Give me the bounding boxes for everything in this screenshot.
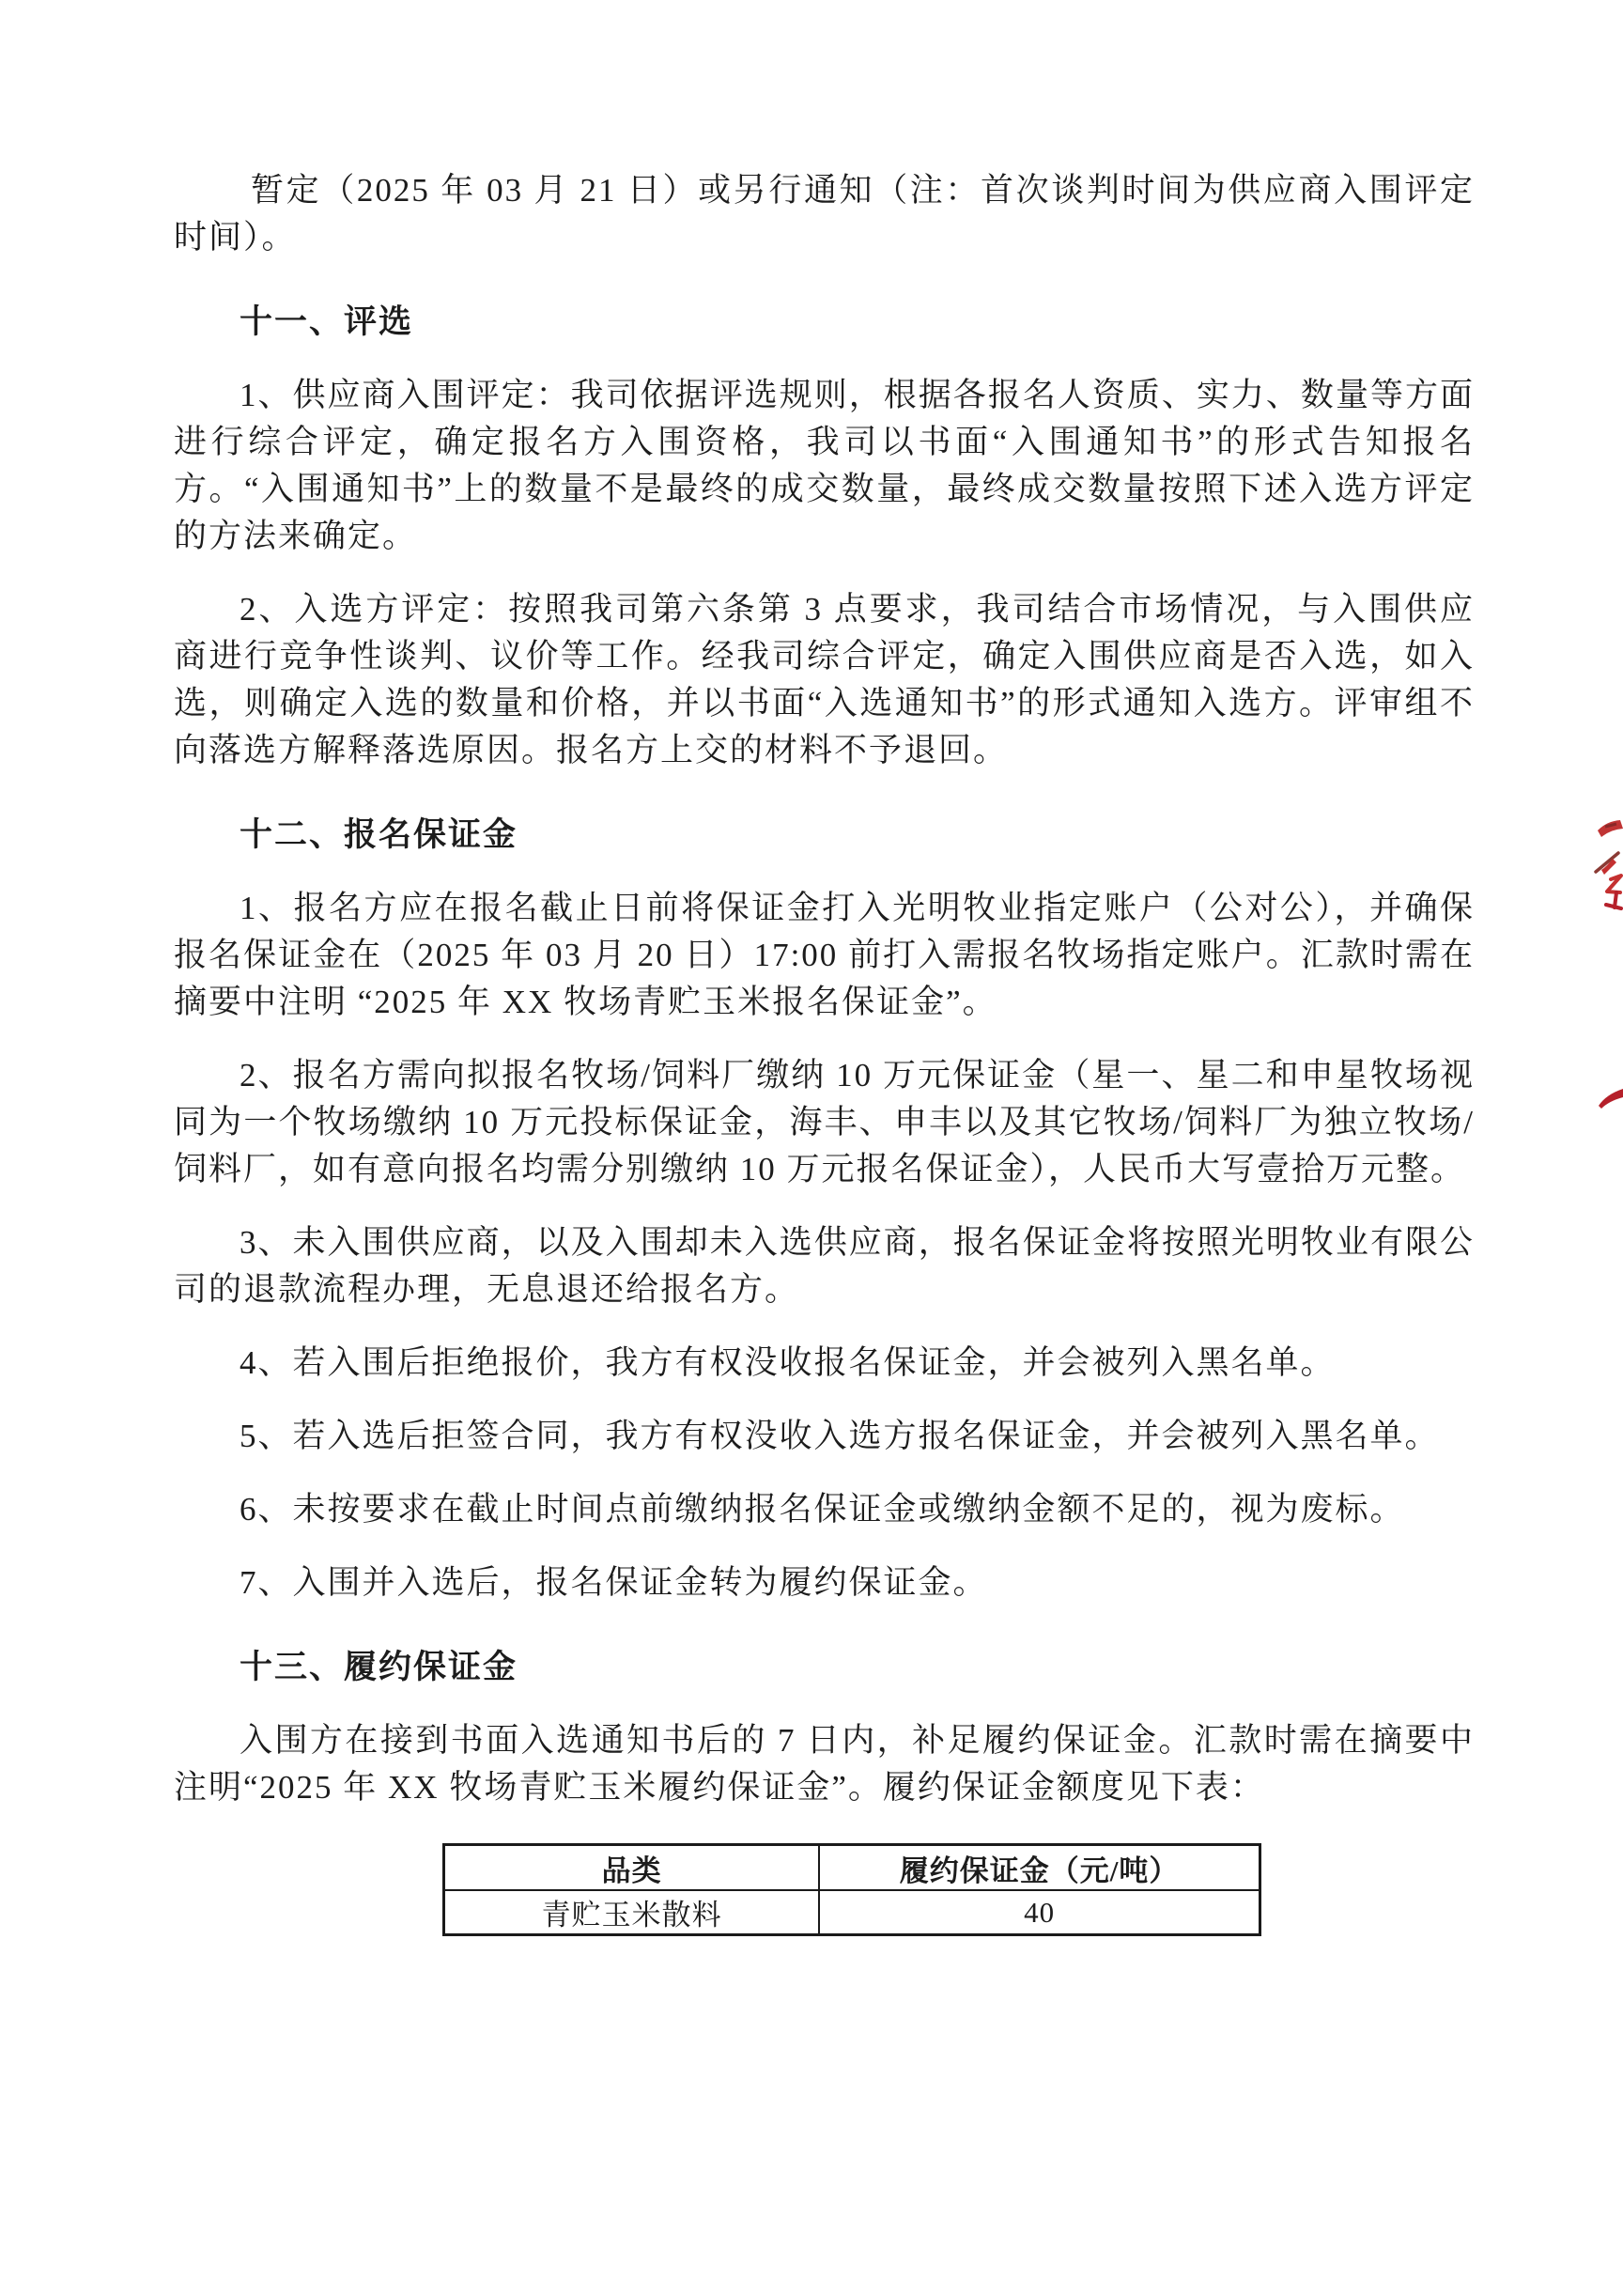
clause-11-2-selection-evaluation: 2、入选方评定：按照我司第六条第 3 点要求，我司结合市场情况，与入围供应商进行竞争性谈判、议价等工作。经我司综合评定，确定入围供应商是否入选，如入选，则确定入选的数量和价格，并以书面“入选通知书”的形式通知入选方。评审组不向落选方解释落选原因。报名方上交的材料不予退回。 xyxy=(174,591,1475,768)
clause-12-5-refuse-contract: 5、若入选后拒签合同，我方有权没收入选方报名保证金，并会被列入黑名单。 xyxy=(240,1418,1440,1454)
clause-11-1-shortlist-evaluation: 1、供应商入围评定：我司依据评选规则，根据各报名人资质、实力、数量等方面进行综合评定，确定报名方入围资格，我司以书面“入围通知书”的形式告知报名方。“入围通知书”上的数量不是最终的成交数量，最终成交数量按照下述入选方评定的方法来确定。 xyxy=(174,377,1475,554)
clause-tentative-date: 暂定（2025 年 03 月 21 日）或另行通知（注：首次谈判时间为供应商入围评定时间）。 xyxy=(174,172,1475,256)
table-header-deposit-rate: 履约保证金（元/吨） xyxy=(819,1845,1260,1891)
table-header-row xyxy=(444,1845,1260,1891)
section-12-heading: 十二、报名保证金 xyxy=(240,816,518,853)
table-cell-category: 青贮玉米散料 xyxy=(444,1890,820,1935)
section-11-heading: 十一、评选 xyxy=(240,303,414,340)
red-ink-mark-lower xyxy=(1598,1087,1623,1111)
performance-deposit-table xyxy=(442,1843,1261,1936)
table-header-category: 品类 xyxy=(444,1845,820,1891)
table-cell-deposit-value: 40 xyxy=(819,1890,1260,1935)
clause-12-6-late-payment: 6、未按要求在截止时间点前缴纳报名保证金或缴纳金额不足的，视为废标。 xyxy=(240,1491,1405,1528)
clause-12-1-deposit-account: 1、报名方应在报名截止日前将保证金打入光明牧业指定账户（公对公），并确保报名保证金在（2025 年 03 月 20 日）17:00 前打入需报名牧场指定账户。汇款时需在摘要中注明 “2025 年 XX 牧场青贮玉米报名保证金”。 xyxy=(174,890,1475,1020)
section-13-heading: 十三、履约保证金 xyxy=(240,1649,518,1685)
red-ink-mark-upper xyxy=(1592,817,1623,911)
clause-13-intro: 入围方在接到书面入选通知书后的 7 日内，补足履约保证金。汇款时需在摘要中注明“2025 年 XX 牧场青贮玉米履约保证金”。履约保证金额度见下表： xyxy=(174,1722,1475,1806)
clause-12-4-refuse-quote: 4、若入围后拒绝报价，我方有权没收报名保证金，并会被列入黑名单。 xyxy=(240,1344,1336,1381)
clause-12-2-deposit-amount: 2、报名方需向拟报名牧场/饲料厂缴纳 10 万元保证金（星一、星二和申星牧场视同为一个牧场缴纳 10 万元投标保证金，海丰、申丰以及其它牧场/饲料厂为独立牧场/饲料厂，如有意向报名均需分别缴纳 10 万元报名保证金），人民币大写壹拾万元整。 xyxy=(174,1057,1475,1187)
table-row-silage-corn xyxy=(444,1890,1260,1935)
clause-12-7-deposit-conversion: 7、入围并入选后，报名保证金转为履约保证金。 xyxy=(240,1564,988,1601)
clause-12-3-refund: 3、未入围供应商，以及入围却未入选供应商，报名保证金将按照光明牧业有限公司的退款流程办理，无息退还给报名方。 xyxy=(174,1224,1475,1308)
